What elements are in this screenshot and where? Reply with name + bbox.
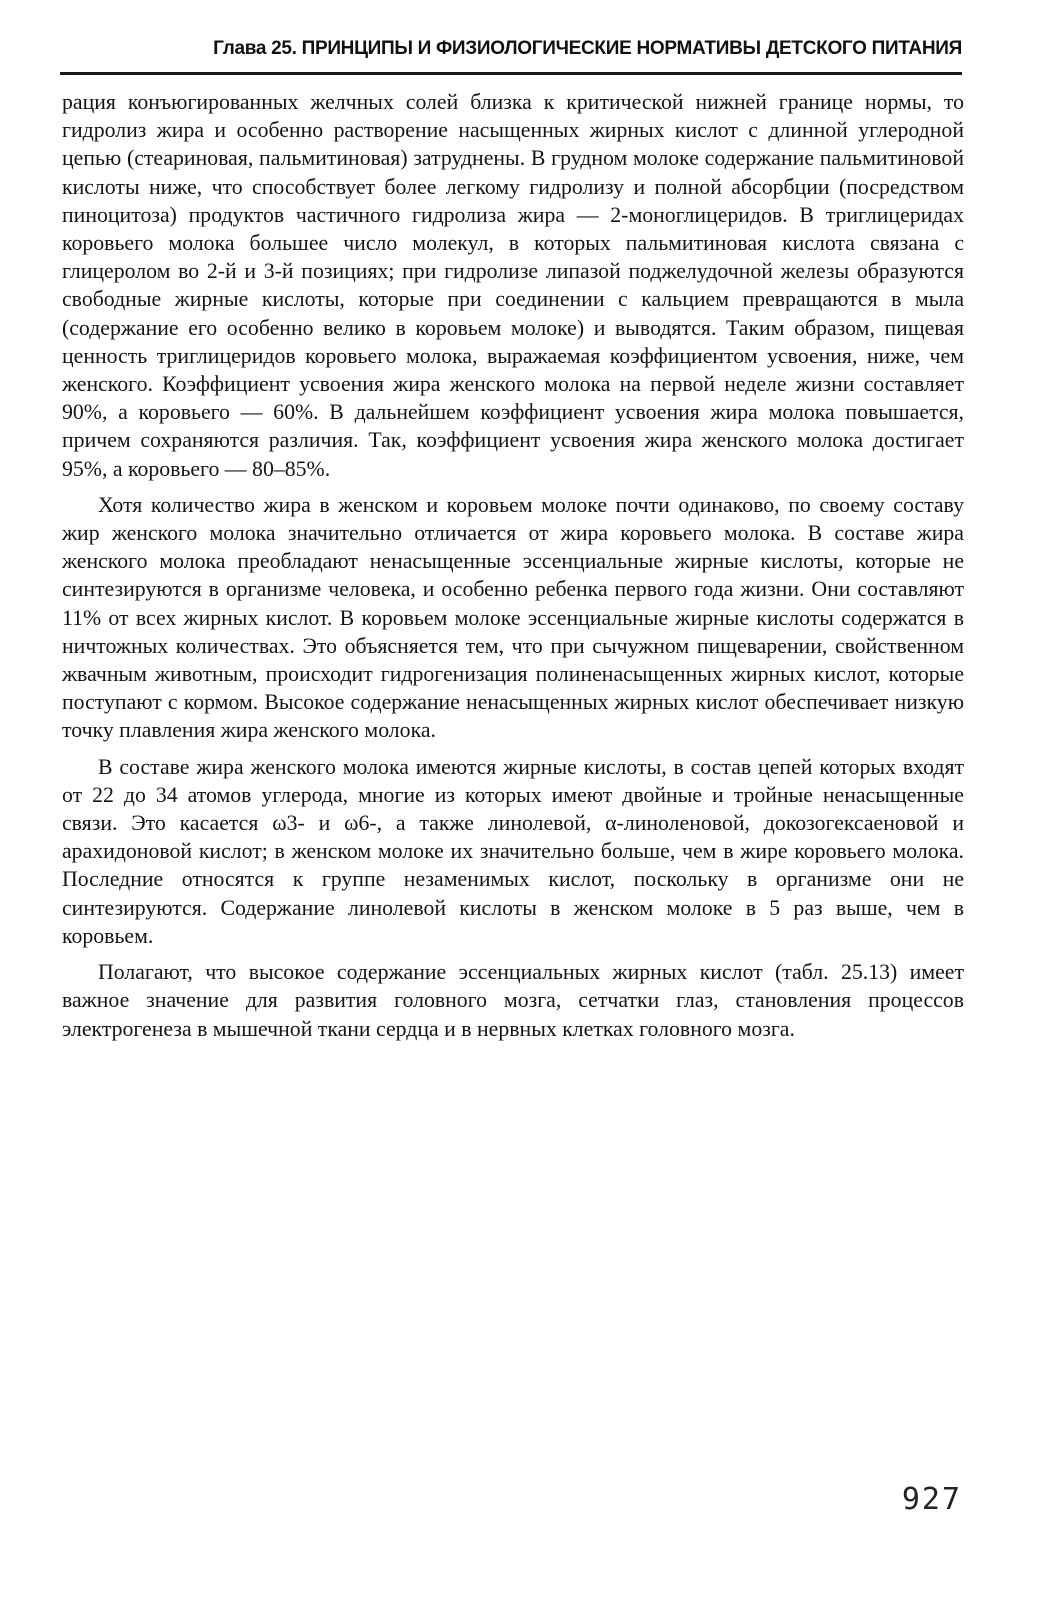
paragraph-continuation: рация конъюгированных желчных солей близка к критической нижней границе нормы, то гидролиз жира и особенно растворение насыщенных жирных кислот с длинной углеродной цепью (стеариновая, пальмитиновая) затруднены. В грудном молоке содержание пальмитиновой кислоты ниже, что способствует более легкому гидролизу и полной абсорбции (посредством пиноцитоза) продуктов частичного гидролиза жира — 2-моноглицеридов. В триглицеридах коровьего молока большее число молекул, в которых пальмитиновая кислота связана с глицеролом во 2-й и 3-й позициях; при гидролизе липазой поджелудочной железы образуются свободные жирные кислоты, которые при соединении с кальцием превращаются в мыла (содержание его особенно велико в коровьем молоке) и выводятся. Таким образом, пищевая ценность триглицеридов коровьего молока, выражаемая коэффициентом усвоения, ниже, чем женского. Коэффициент усвоения жира женского молока на первой неделе жизни составляет 90%, а коровьего — 60%. В дальнейшем коэффициент усвоения жира молока повышается, причем сохраняются различия. Так, коэффициент усвоения жира женского молока достигает 95%, а коровьего — 80–85%.: [62, 90, 964, 481]
header-rule: [60, 72, 962, 75]
body-text: [62, 88, 964, 1051]
paragraph-fat-composition: Хотя количество жира в женском и коровьем молоке почти одинаково, по своему составу жир женского молока значительно отличается от жира коровьего молока. В составе жира женского молока преобладают ненасыщенные эссенциальные жирные кислоты, которые не синтезируются в организме человека, и особенно ребенка первого года жизни. Они составляют 11% от всех жирных кислот. В коровьем молоке эссенциальные жирные кислоты содержатся в ничтожных количествах. Это объясняется тем, что при сычужном пищеварении, свойственном жвачным животным, происходит гидрогенизация полиненасыщенных жирных кислот, которые поступают с кормом. Высокое содержание ненасыщенных жирных кислот обеспечивает низкую точку плавления жира женского молока.: [62, 492, 964, 743]
paragraph-essential-acids: Полагают, что высокое содержание эссенциальных жирных кислот (табл. 25.13) имеет важное значение для развития головного мозга, сетчатки глаз, становления процессов электрогенеза в мышечной ткани сердца и в нервных клетках головного мозга.: [62, 960, 964, 1041]
paragraph-fatty-acids: В составе жира женского молока имеются жирные кислоты, в состав цепей которых входят от 22 до 34 атомов углерода, многие из которых имеют двойные и тройные ненасыщенные связи. Это касается ω3- и ω6-, а также линолевой, α-линоленовой, докозогексаеновой и арахидоновой кислот; в женском молоке их значительно больше, чем в жире коровьего молока. Последние относятся к группе незаменимых кислот, поскольку в организме они не синтезируются. Содержание линолевой кислоты в женском молоке в 5 раз выше, чем в коровьем.: [62, 754, 964, 948]
page-number: 927: [901, 1482, 962, 1517]
running-head-title: Глава 25. ПРИНЦИПЫ И ФИЗИОЛОГИЧЕСКИЕ НОРМАТИВЫ ДЕТСКОГО ПИТАНИЯ: [213, 38, 962, 59]
